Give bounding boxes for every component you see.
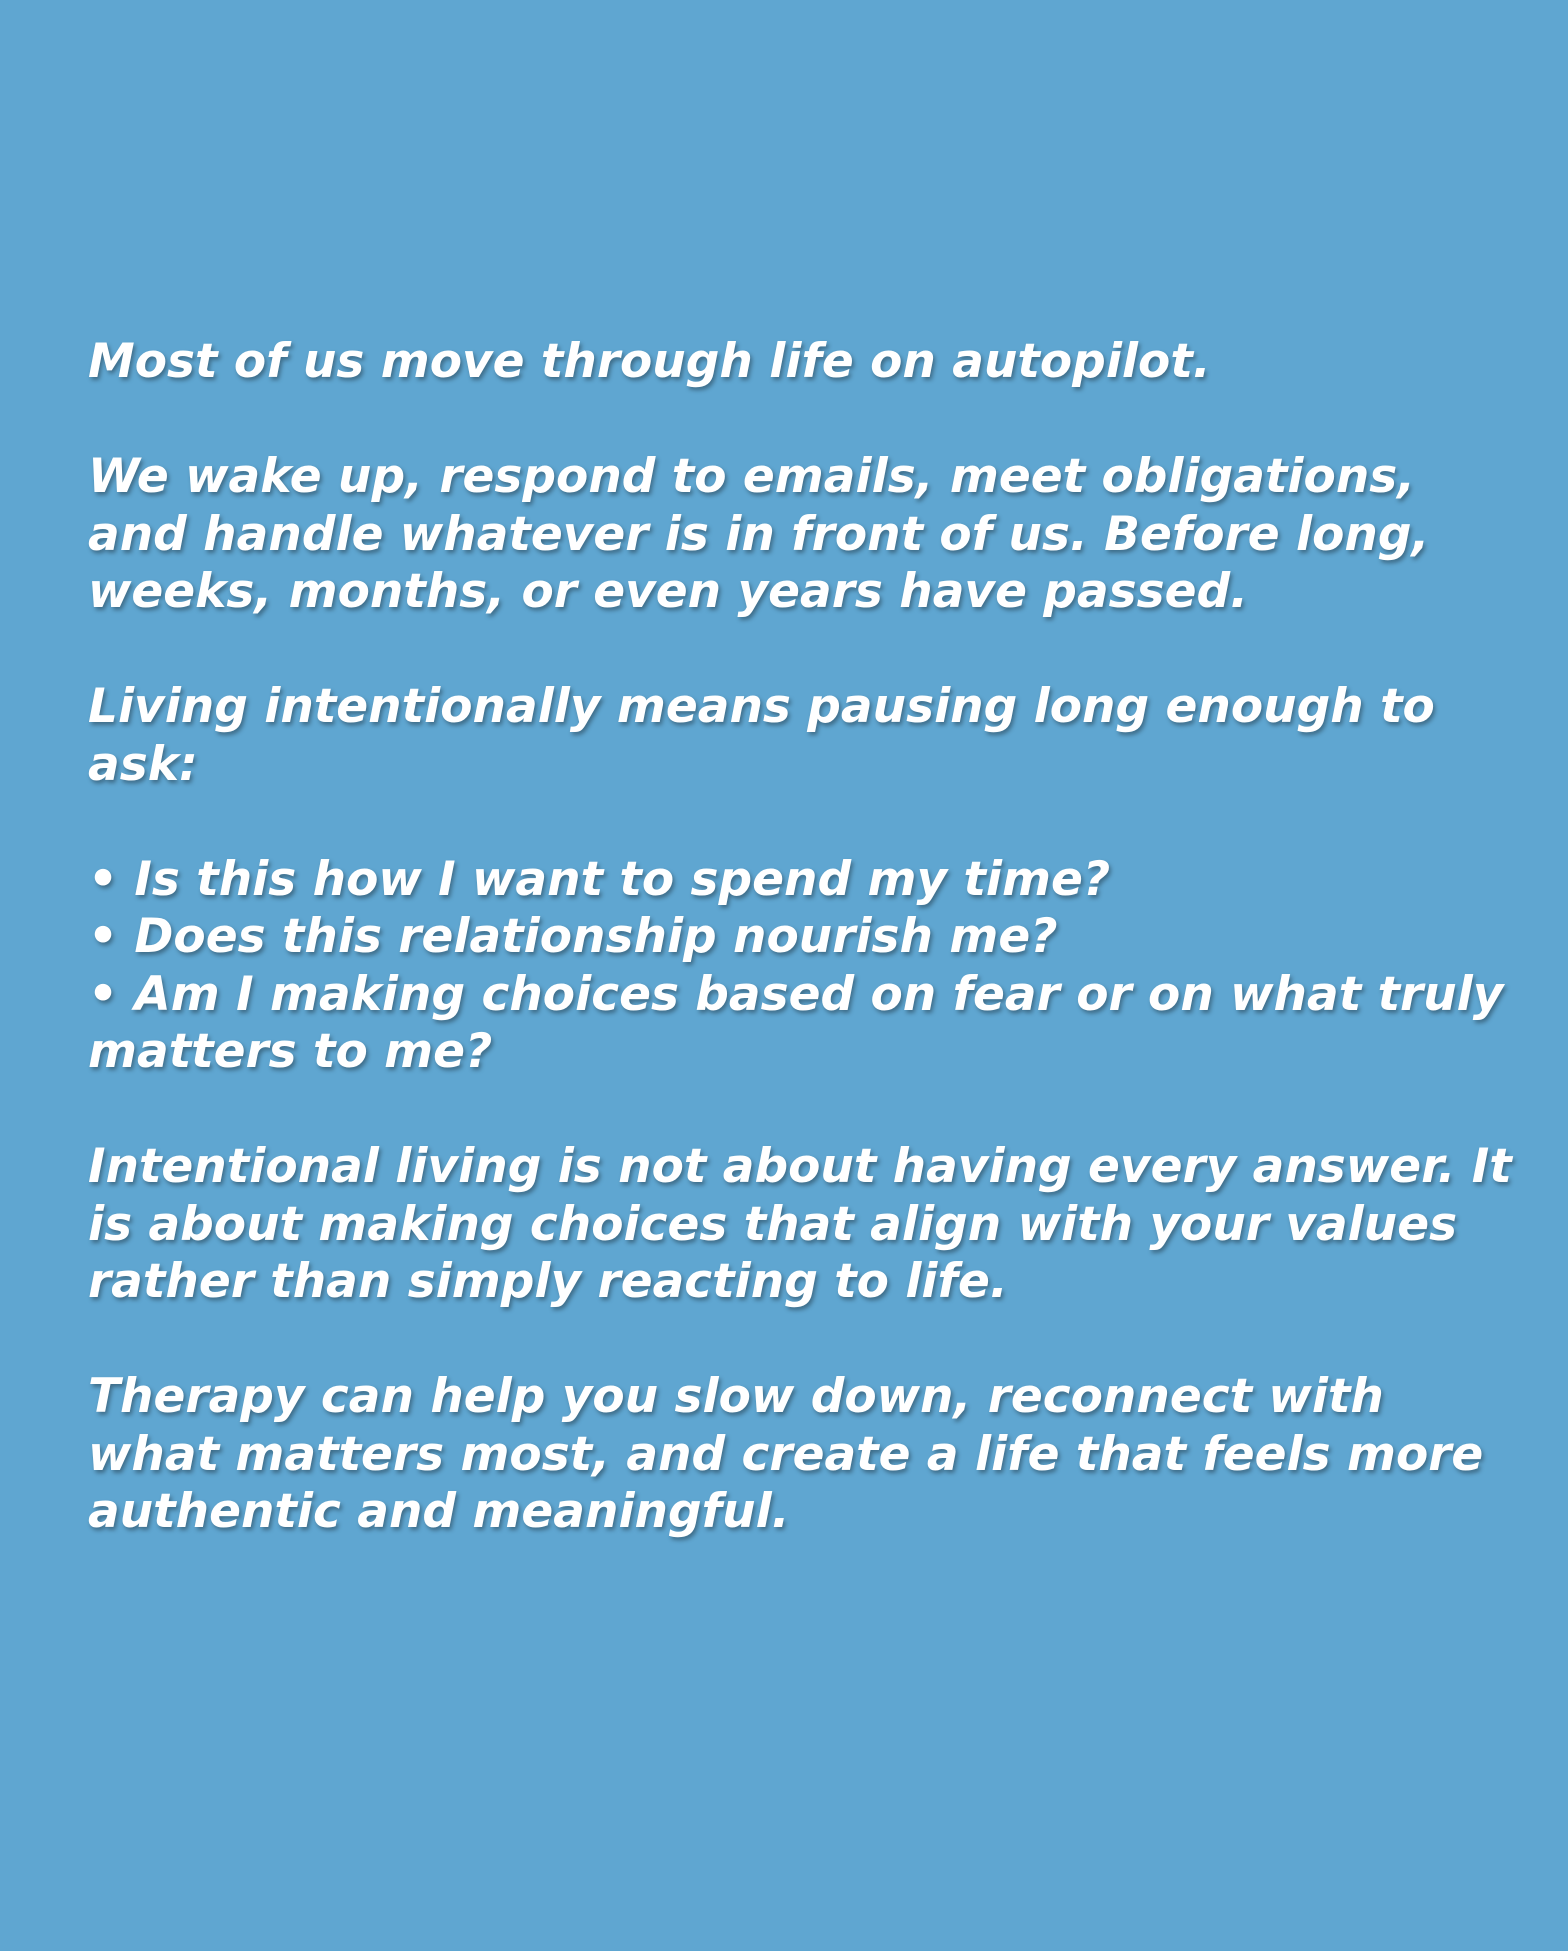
paragraph-living-intentionally xyxy=(88,678,1518,793)
list-item-continuation: matters to me? xyxy=(88,1024,493,1079)
paragraph-gap xyxy=(88,391,1518,449)
body-text xyxy=(88,333,1518,1541)
paragraph-intentional-living xyxy=(88,1138,1518,1311)
text-line: Living intentionally means pausing long enough to xyxy=(88,679,1435,734)
list-item: • Am I making choices based on fear or on what truly xyxy=(88,966,1504,1022)
paragraph-gap xyxy=(88,1311,1518,1369)
text-line: Most of us move through life on autopilot. xyxy=(88,334,1211,389)
text-line: Therapy can help you slow down, reconnect with xyxy=(88,1369,1384,1424)
text-line: weeks, months, or even years have passed. xyxy=(88,564,1248,619)
paragraph-gap xyxy=(88,1081,1518,1139)
paragraph-therapy xyxy=(88,1368,1518,1541)
text-line: is about making choices that align with your values xyxy=(88,1196,1458,1252)
text-line: Intentional living is not about having every answer. It xyxy=(88,1139,1512,1194)
text-line: We wake up, respond to emails, meet obligations, xyxy=(88,449,1416,504)
paragraph-gap xyxy=(88,793,1518,851)
text-line: authentic and meaningful. xyxy=(88,1484,790,1539)
text-line: what matters most, and create a life that feels more xyxy=(88,1426,1484,1482)
list-item: • Is this how I want to spend my time? xyxy=(88,851,1111,907)
paragraph-daily-routine xyxy=(88,448,1518,621)
text-line: and handle whatever is in front of us. Before long, xyxy=(88,506,1430,562)
paragraph-autopilot xyxy=(88,333,1518,391)
question-list xyxy=(88,851,1518,1081)
list-item: • Does this relationship nourish me? xyxy=(88,909,1058,964)
text-line: rather than simply reacting to life. xyxy=(88,1254,1008,1309)
paragraph-gap xyxy=(88,621,1518,679)
text-line: ask: xyxy=(88,736,198,792)
